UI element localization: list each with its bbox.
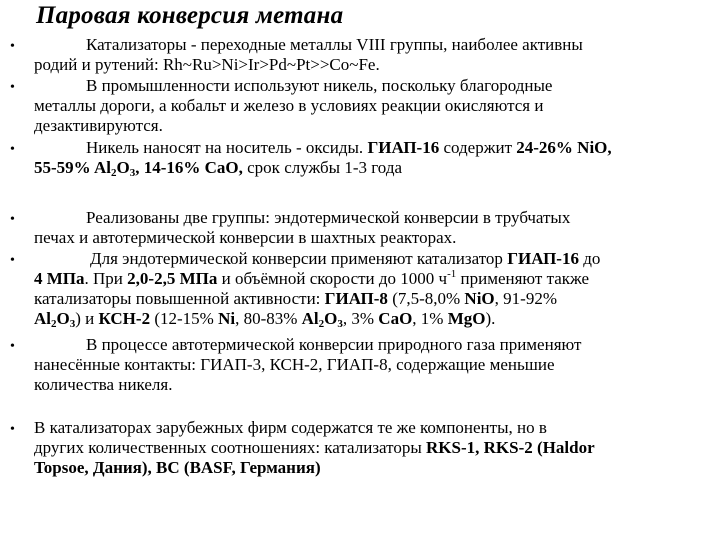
pressure-value: 4 МПа xyxy=(34,269,85,288)
paragraph-catalysts xyxy=(34,35,712,75)
text-line: печах и автотермической конверсии в шахтных реакторах. xyxy=(34,228,457,247)
text-line: Катализаторы - переходные металлы VIII группы, наиболее активны xyxy=(86,35,583,54)
paragraph-autothermic xyxy=(34,335,712,395)
catalyst-name: ГИАП-8 xyxy=(324,289,388,308)
text-line: нанесённые контакты: ГИАП-3, КСН-2, ГИАП-8, содержащие меньшие xyxy=(34,355,555,374)
text-line: Реализованы две группы: эндотермической конверсии в трубчатых xyxy=(86,208,571,227)
text-line xyxy=(34,138,712,158)
text-line xyxy=(34,458,712,478)
paragraph-two-groups xyxy=(34,208,712,248)
bullet-marker: • xyxy=(10,339,15,354)
bullet-marker: • xyxy=(10,39,15,54)
bullet-marker: • xyxy=(10,80,15,95)
text-line xyxy=(34,158,712,178)
text-line: Для эндотермической конверсии применяют катализатор ГИАП-16 до xyxy=(90,249,601,268)
text-run: Никель наносят на носитель - оксиды. xyxy=(86,138,368,157)
catalyst-name: ГИАП-16 xyxy=(507,249,579,268)
paragraph-endothermic xyxy=(34,249,712,329)
text-line: $Al_2O_3$) и КСН-2 (12-15% Ni, 80-83% $Al_2O_3$, 3% CaO, 1% MgO). xyxy=(34,309,496,330)
catalyst-name: КСН-2 xyxy=(98,309,151,328)
text-run: срок службы 1-3 года xyxy=(242,158,403,177)
bullet-marker: • xyxy=(10,422,15,437)
text-line: В катализаторах зарубежных фирм содержатся те же компоненты, но в xyxy=(34,418,547,437)
text-line: количества никеля. xyxy=(34,375,173,394)
bullet-marker: • xyxy=(10,142,15,157)
text-line: 4 МПа. При 2,0-2,5 МПа и объёмной скорости до 1000 $ч^{-1}$ применяют также xyxy=(34,268,590,288)
paragraph-foreign xyxy=(34,418,712,478)
text-line: В процессе автотермической конверсии природного газа применяют xyxy=(86,335,582,354)
text-line: дезактивируются. xyxy=(34,116,163,135)
text-line: металлы дороги, а кобальт и железо в условиях реакции окисляются и xyxy=(34,96,544,115)
text-line: родий и рутений: Rh~Ru>Ni>Ir>Pd~Pt>>Co~Fe. xyxy=(34,55,380,74)
text-line: катализаторы повышенной активности: ГИАП-8 (7,5-8,0% NiO, 91-92% xyxy=(34,289,557,308)
text-line: других количественных соотношениях: катализаторы RKS-1, RKS-2 (Haldor xyxy=(34,438,595,457)
catalyst-brand: Topsoe, Дания), BC (BASF, Германия) xyxy=(34,458,321,477)
slide-title: Паровая конверсия метана xyxy=(36,2,344,29)
composition-value: 24-26% NiO, xyxy=(516,138,612,157)
paragraph-support xyxy=(34,138,712,178)
catalyst-name: ГИАП-16 xyxy=(367,138,440,157)
text-run: содержит xyxy=(439,138,517,157)
composition-value: 55-59% $Al_2O_3$, 14-16% CaO, xyxy=(34,158,243,179)
bullet-marker: • xyxy=(10,253,15,268)
paragraph-nickel-use xyxy=(34,76,712,136)
catalyst-brand: RKS-1, RKS-2 (Haldor xyxy=(426,438,595,457)
bullet-marker: • xyxy=(10,212,15,227)
text-line: В промышленности используют никель, поскольку благородные xyxy=(86,76,553,95)
pressure-value: 2,0-2,5 МПа xyxy=(127,269,218,288)
